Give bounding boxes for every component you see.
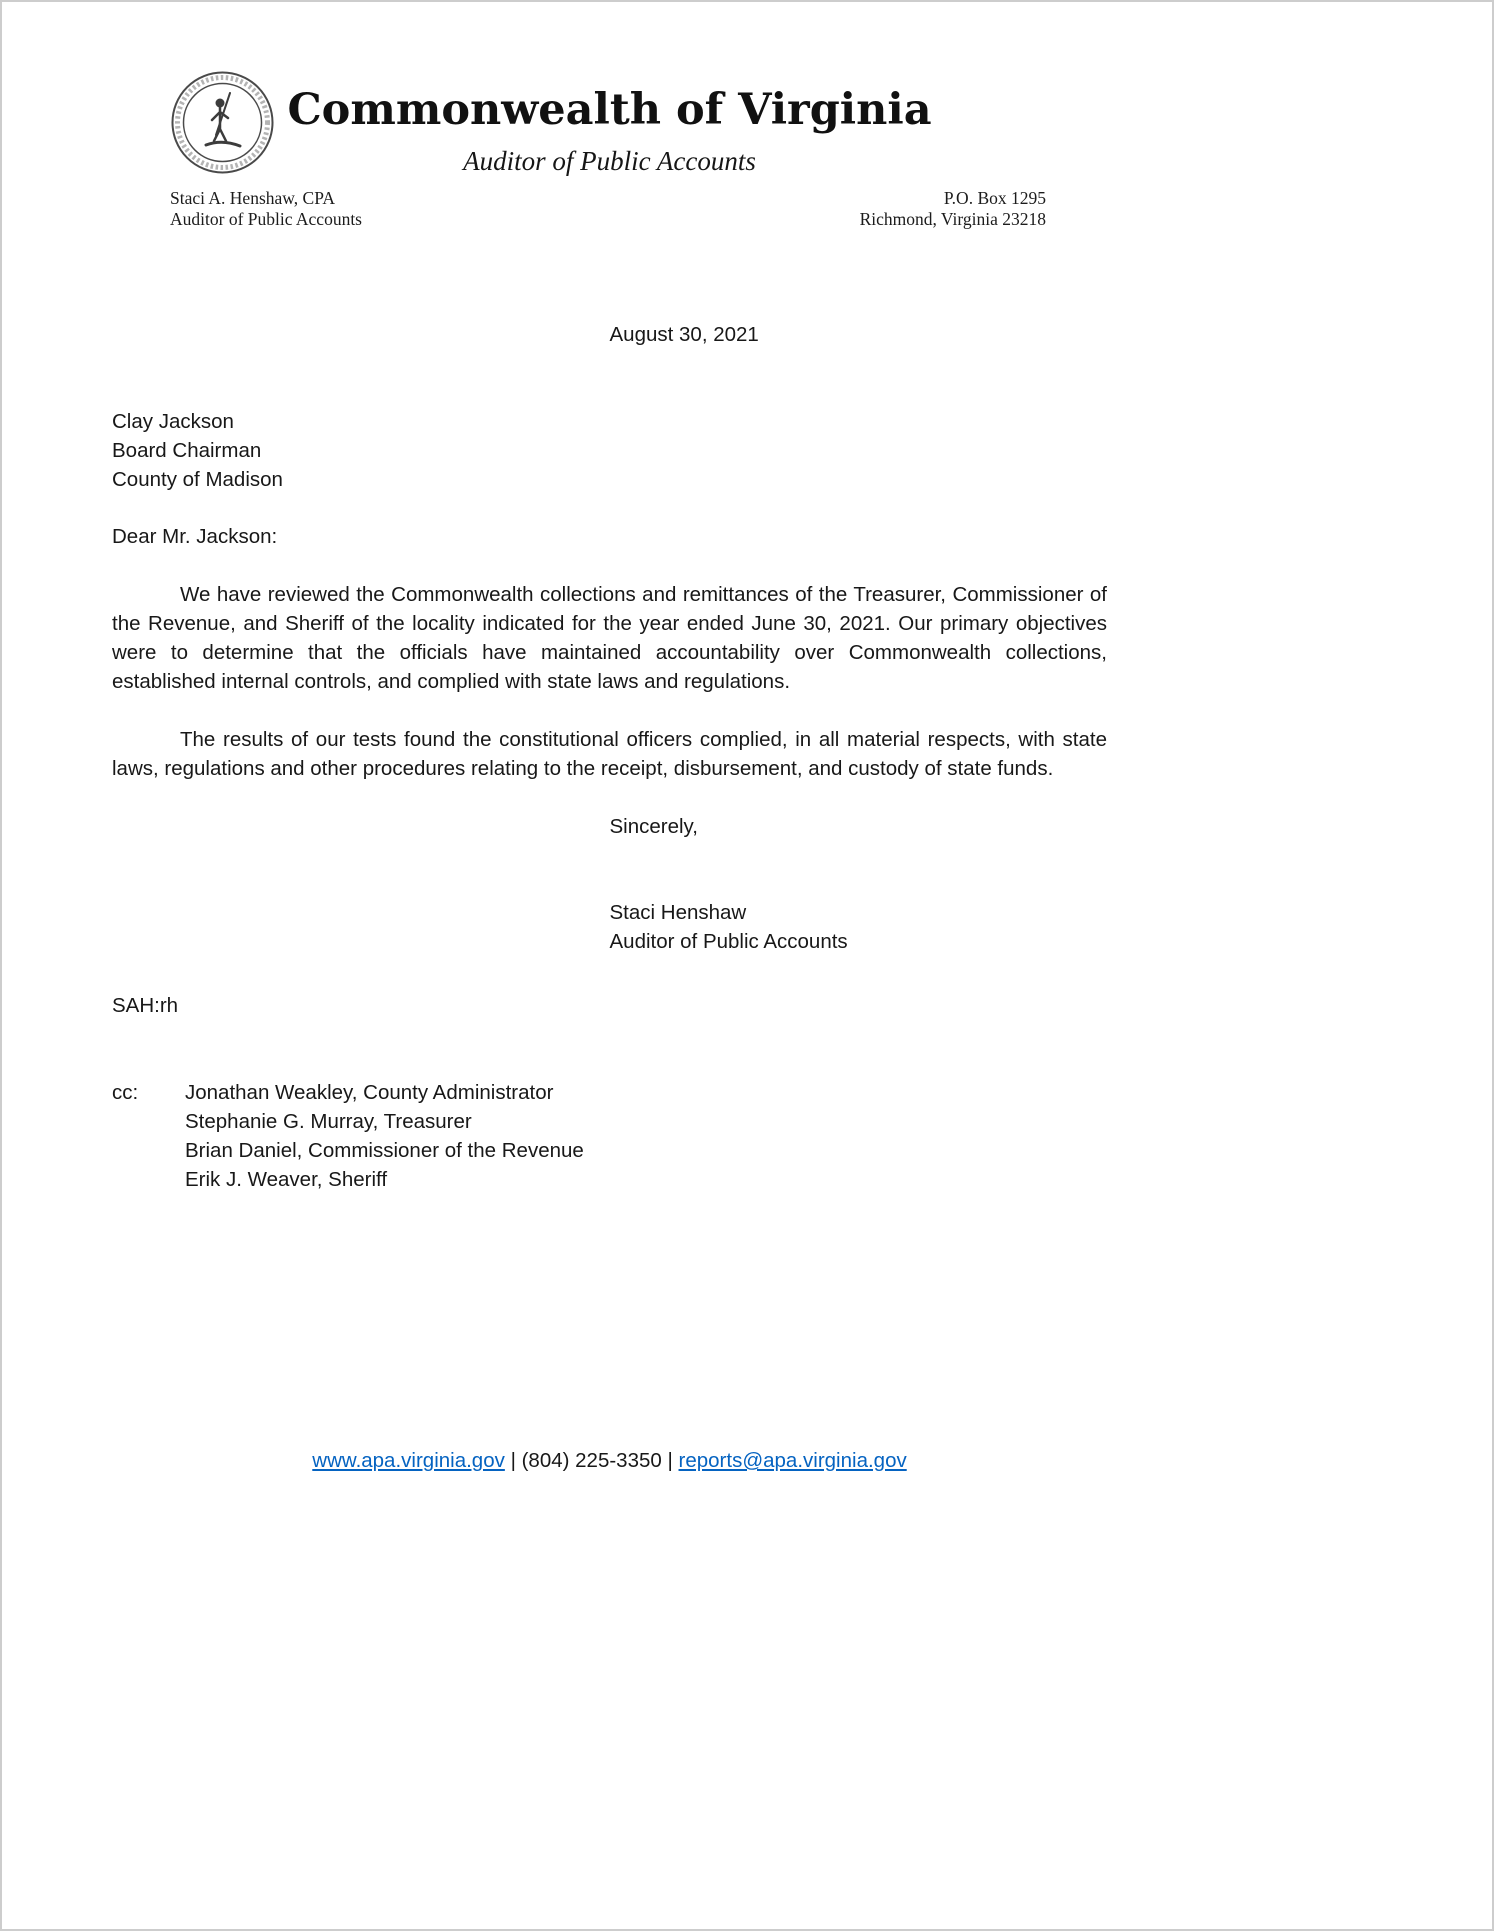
letterhead-title: Commonwealth of Virginia — [287, 85, 932, 135]
address-line-2: Richmond, Virginia 23218 — [859, 209, 1046, 229]
paragraph-2: The results of our tests found the constitutional officers complied, in all material respects, with state laws, regulations and other procedures relating to the receipt, disbursement, and custody of state funds. — [112, 728, 1107, 780]
cc-list — [185, 1078, 584, 1194]
cc-item: Jonathan Weakley, County Administrator — [185, 1081, 554, 1104]
footer — [112, 1446, 1107, 1475]
letterhead-subtitle: Auditor of Public Accounts — [463, 146, 756, 176]
letterhead — [112, 70, 1107, 230]
letterhead-official-block — [170, 188, 362, 230]
signature-title: Auditor of Public Accounts — [609, 930, 848, 953]
salutation: Dear Mr. Jackson: — [112, 525, 278, 548]
cc-item: Brian Daniel, Commissioner of the Revenue — [185, 1139, 584, 1162]
reference-initials: SAH:rh — [112, 994, 179, 1017]
official-title: Auditor of Public Accounts — [170, 209, 362, 229]
letterhead-address-block — [860, 188, 1046, 230]
recipient-locality: County of Madison — [112, 468, 283, 491]
cc-block — [112, 1078, 1107, 1194]
cc-label: cc: — [112, 1081, 139, 1104]
recipient-block — [112, 407, 1107, 494]
recipient-title: Board Chairman — [112, 439, 262, 462]
letter-date: August 30, 2021 — [609, 323, 759, 346]
virginia-seal-icon — [170, 70, 275, 175]
cc-item: Stephanie G. Murray, Treasurer — [185, 1110, 472, 1133]
signature-name: Staci Henshaw — [609, 901, 747, 924]
signature-block — [610, 898, 1108, 956]
closing: Sincerely, — [609, 815, 698, 838]
paragraph-1: We have reviewed the Commonwealth collections and remittances of the Treasurer, Commissioner of the Revenue, and Sheriff of the locality indicated for the year ended June 30, 2021. Our primary objectives were to determine that the officials have maintained accountability over Commonwealth collections, established internal controls, and complied with state laws and regulations. — [112, 583, 1107, 693]
email-link[interactable]: reports@apa.virginia.gov — [678, 1449, 907, 1472]
footer-separator: | — [667, 1449, 679, 1472]
letter-content — [112, 2, 1107, 1929]
official-name: Staci A. Henshaw, CPA — [170, 188, 335, 208]
website-link[interactable]: www.apa.virginia.gov — [312, 1449, 505, 1472]
cc-item: Erik J. Weaver, Sheriff — [185, 1168, 388, 1191]
address-line-1: P.O. Box 1295 — [943, 188, 1046, 208]
recipient-name: Clay Jackson — [112, 410, 234, 433]
letterhead-info-row — [112, 188, 1107, 230]
footer-separator: | — [510, 1449, 522, 1472]
phone-number: (804) 225-3350 — [521, 1449, 662, 1472]
